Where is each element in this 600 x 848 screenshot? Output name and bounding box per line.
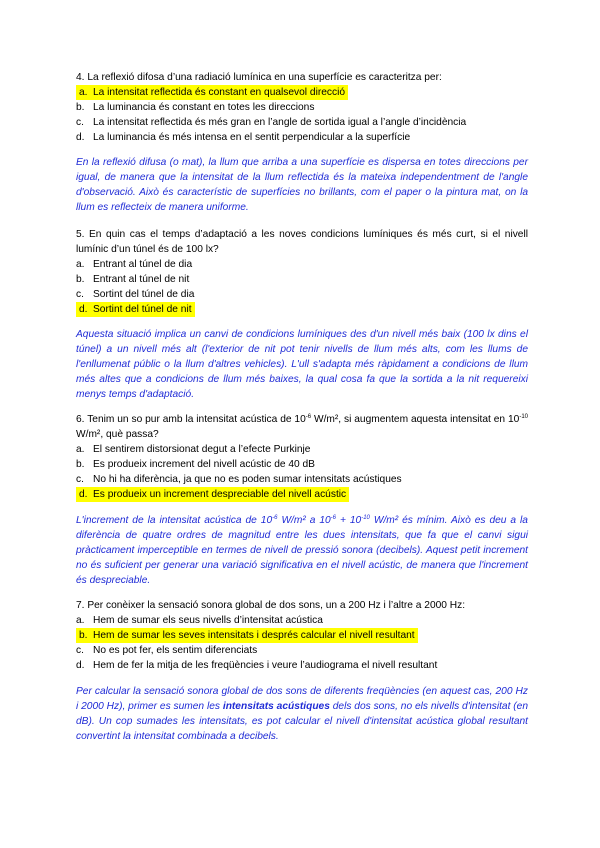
question-5 [76, 227, 528, 317]
option-d: d. La luminancia és més intensa en el sentit perpendicular a la superfície [76, 132, 411, 143]
question-stem: 4. La reflexió difosa d’una radiació lumínica en una superfície es caracteritza per: [76, 72, 442, 83]
question-stem: 5. En quin cas el temps d’adaptació a les noves condicions lumíniques és més curt, si el nivell lumínic d’un túnel és de 100 lx? [76, 229, 528, 255]
option-d: d. Es produeix un increment despreciable del nivell acústic [76, 487, 528, 502]
options-list [76, 257, 528, 317]
option-text: Sortint del túnel de nit [89, 302, 195, 317]
option-text: El sentirem distorsionat degut a l’efecte Purkinje [93, 444, 311, 455]
explanation-4: En la reflexió difusa (o mat), la llum que arriba a una superfície es dispersa en totes direccions per igual, de manera que la intensitat de la llum reflectida és la mateixa independentment de l'angle d'observació. Això és característic de superfícies no brillants, com el paper o la pintura mat, on la llum es reflecteix de manera uniforme. [76, 157, 528, 213]
option-b: b. Entrant al túnel de nit [76, 274, 190, 285]
option-text: Es produeix increment del nivell acústic de 40 dB [93, 459, 315, 470]
option-text: No hi ha diferència, ja que no es poden sumar intensitats acústiques [93, 474, 402, 485]
option-text: La intensitat reflectida és més gran en l’angle de sortida igual a l’angle d’incidència [93, 117, 467, 128]
options-list [76, 442, 528, 502]
option-text: Sortint del túnel de dia [93, 289, 195, 300]
question-6 [76, 412, 528, 502]
options-list [76, 85, 528, 145]
option-c: c. La intensitat reflectida és més gran en l’angle de sortida igual a l’angle d’incidència [76, 117, 467, 128]
option-d: d. Sortint del túnel de nit [76, 302, 528, 317]
option-a: a. Hem de sumar els seus nivells d’intensitat acústica [76, 615, 323, 626]
option-text: Hem de fer la mitja de les freqüències i veure l’audiograma el nivell resultant [93, 660, 438, 671]
option-text: Entrant al túnel de dia [93, 259, 193, 270]
explanation-6: L'increment de la intensitat acústica de $10^{-6}$ W/m² a $10^{-6} + 10^{-10}$ W/m² és mínim. Això es deu a la diferència de quatre ordres de magnitud entre les dues intensitats, que fa que el canvi sigui pràcticament imperceptible en termes de nivell de pressió sonora (decibels). Aquest petit increment no és suficient per generar una variació significativa en el nivell acústic, de manera que l'increment és despreciable. [76, 515, 528, 586]
option-text: La luminancia és constant en totes les direccions [93, 102, 315, 113]
option-d: d. Hem de fer la mitja de les freqüències i veure l’audiograma el nivell resultant [76, 660, 438, 671]
bold-term: intensitats acústiques [222, 701, 330, 712]
option-a: a. El sentirem distorsionat degut a l’efecte Purkinje [76, 444, 311, 455]
options-list [76, 613, 528, 673]
option-text: Hem de sumar els seus nivells d’intensitat acústica [93, 615, 323, 626]
option-a: a. La intensitat reflectida és constant en qualsevol direcció [76, 85, 528, 100]
option-a: a. Entrant al túnel de dia [76, 259, 193, 270]
question-7 [76, 598, 528, 673]
option-b: b. Hem de sumar les seves intensitats i després calcular el nivell resultant [76, 628, 528, 643]
option-c: c. No hi ha diferència, ja que no es poden sumar intensitats acústiques [76, 474, 402, 485]
option-text: No es pot fer, els sentim diferenciats [93, 645, 258, 656]
question-4 [76, 70, 528, 145]
option-text: La luminancia és més intensa en el sentit perpendicular a la superfície [93, 132, 411, 143]
option-text: Es produeix un increment despreciable del nivell acústic [89, 487, 349, 502]
question-stem: 7. Per conèixer la sensació sonora global de dos sons, un a 200 Hz i l’altre a 2000 Hz: [76, 600, 466, 611]
option-b: b. Es produeix increment del nivell acústic de 40 dB [76, 459, 315, 470]
option-b: b. La luminancia és constant en totes les direccions [76, 102, 315, 113]
option-text: La intensitat reflectida és constant en qualsevol direcció [89, 85, 348, 100]
explanation-5: Aquesta situació implica un canvi de condicions lumíniques des d'un nivell més baix (100 lx dins el túnel) a un nivell més alt (l'exterior de nit pot tenir nivells de llum més alts, com les llums de l'enllumenat públic o la llum d'altres vehicles). L'ull s'adapta més ràpidament a condicions de llum més altes que a condicions de llum més baixes, la qual cosa fa que la sortida a la nit requereixi menys temps d'adaptació. [76, 329, 528, 400]
option-text: Hem de sumar les seves intensitats i després calcular el nivell resultant [89, 628, 418, 643]
explanation-7: Per calcular la sensació sonora global de dos sons de diferents freqüències (en aquest cas, 200 Hz i 2000 Hz), primer es sumen les intensitats acústiques dels dos sons, no els nivells d'intensitat (en dB). Un cop sumades les intensitats, es pot calcular el nivell d'intensitat acústica global resultant convertint la intensitat combinada a decibels. [76, 686, 529, 742]
option-c: c. No es pot fer, els sentim diferenciats [76, 645, 258, 656]
option-c: c. Sortint del túnel de dia [76, 289, 195, 300]
question-stem: 6. Tenim un so pur amb la intensitat acústica de $10^{-6}$ W/m², si augmentem aquesta intensitat en $10^{-10}$ W/m², què passa? [76, 414, 528, 440]
option-text: Entrant al túnel de nit [93, 274, 190, 285]
